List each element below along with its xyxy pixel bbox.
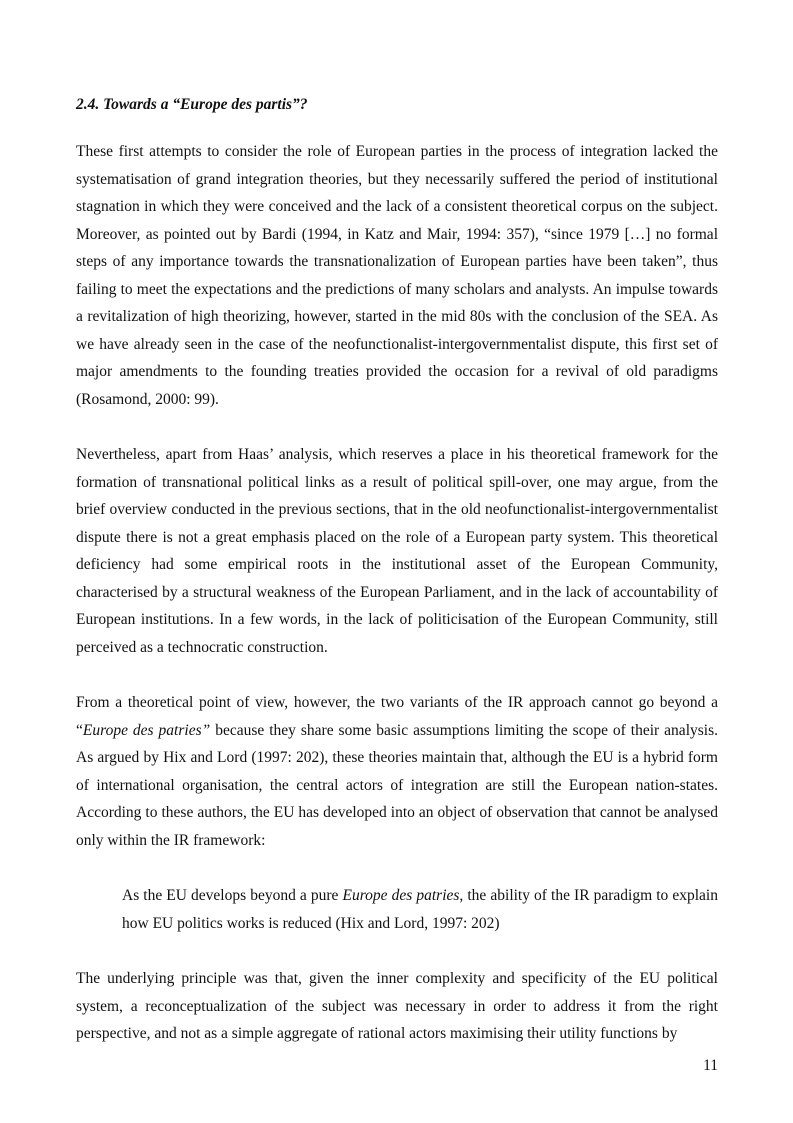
paragraph-text: From a theoretical point of view, however, the two variants of the IR approach cannot go beyond a “ <box>76 694 718 739</box>
quote-text: As the EU develops beyond a pure <box>122 887 343 904</box>
quote-text: , the ability of the IR paradigm to explain how EU politics works is reduced (Hix and Lord, 1997: 202) <box>122 887 718 932</box>
body-paragraph-2: Nevertheless, apart from Haas’ analysis, which reserves a place in his theoretical framework for the formation of transnational political links as a result of political spill-over, one may argue, from the brief overview conducted in the previous sections, that in the old neofunctionalist-intergovernmentalist dispute there is not a great emphasis placed on the role of a European party system. This theoretical deficiency had some empirical roots in the institutional asset of the European Community, characterised by a structural weakness of the European Parliament, and in the lack of accountability of European institutions. In a few words, in the lack of politicisation of the European Community, still perceived as a technocratic construction. <box>76 446 718 656</box>
paragraph-text: because they share some basic assumptions limiting the scope of their analysis. As argued by Hix and Lord (1997: 202), these theories maintain that, although the EU is a hybrid form of international organisation, the central actors of integration are still the European nation-states. According to these authors, the EU has developed into an object of observation that cannot be analysed only within the IR framework: <box>76 721 718 849</box>
block-quote <box>122 882 718 937</box>
italic-term: Europe des patries” <box>82 721 211 739</box>
italic-term: Europe des patries <box>342 887 460 904</box>
body-paragraph-1: These first attempts to consider the role of European parties in the process of integration lacked the systematisation of grand integration theories, but they necessarily suffered the period of institutional stagnation in which they were conceived and the lack of a consistent theoretical corpus on the subject. Moreover, as pointed out by Bardi (1994, in Katz and Mair, 1994: 357), “since 1979 […] no formal steps of any importance towards the transnationalization of European parties have been taken”, thus failing to meet the expectations and the predictions of many scholars and analysts. An impulse towards a revitalization of high theorizing, however, started in the mid 80s with the conclusion of the SEA. As we have already seen in the case of the neofunctionalist-intergovernmentalist dispute, this first set of major amendments to the founding treaties provided the occasion for a revival of old paradigms (Rosamond, 2000: 99). <box>76 143 718 408</box>
body-paragraph-5: The underlying principle was that, given the inner complexity and specificity of the EU political system, a reconceptualization of the subject was necessary in order to address it from the right perspective, and not as a simple aggregate of rational actors maximising their utility functions by <box>76 970 718 1042</box>
section-heading: 2.4. Towards a “Europe des partis”? <box>76 96 308 113</box>
page-number: 11 <box>703 1057 718 1074</box>
body-paragraph-3 <box>76 689 718 854</box>
